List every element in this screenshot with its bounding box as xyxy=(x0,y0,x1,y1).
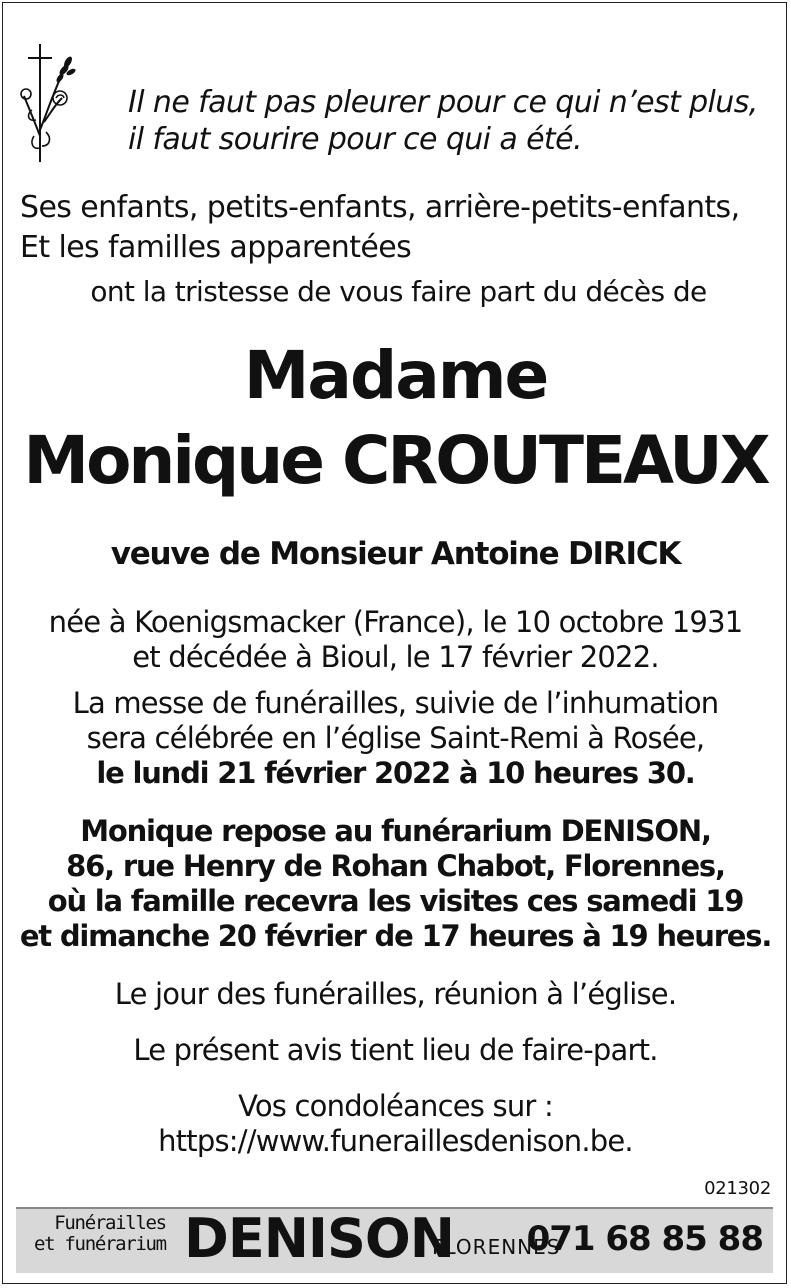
funeral-home-phone[interactable]: 071 68 85 88 xyxy=(526,1219,763,1259)
meeting-info: Le jour des funérailles, réunion à l’église. xyxy=(114,977,677,1011)
condolences-label: Vos condoléances sur : xyxy=(238,1089,553,1123)
footer-line-2: et funérarium xyxy=(34,1233,166,1255)
condolences-info xyxy=(0,1089,791,1159)
funeral-home-brand: DENISON xyxy=(184,1207,454,1270)
widow-of-text: veuve de Monsieur Antoine DIRICK xyxy=(110,536,681,572)
rest-line-4: et dimanche 20 février de 17 heures à 19 heures. xyxy=(19,919,772,953)
family-mention xyxy=(20,188,740,268)
family-line-1: Ses enfants, petits-enfants, arrière-petits-enfants, xyxy=(20,190,740,225)
quote-line-2: il faut sourire pour ce qui a été. xyxy=(128,122,582,157)
deceased-name: Monique CROUTEAUX xyxy=(23,422,768,499)
funeral-home-type xyxy=(34,1213,166,1255)
funeral-mass-info xyxy=(0,686,791,791)
announcement-text: ont la tristesse de vous faire part du décès de xyxy=(90,275,707,308)
funeral-home-banner xyxy=(16,1207,773,1273)
funeral-line-2: sera célébrée en l’église Saint-Remi à Rosée, xyxy=(86,721,705,755)
visitation-info xyxy=(0,814,791,954)
quote-line-1: Il ne faut pas pleurer pour ce qui n’est plus, xyxy=(128,85,758,120)
rest-line-2: 86, rue Henry de Rohan Chabot, Florennes, xyxy=(66,849,725,883)
rest-line-1: Monique repose au funérarium DENISON, xyxy=(80,814,711,848)
death-line: et décédée à Bioul, le 17 février 2022. xyxy=(132,640,659,674)
notice-text: Le présent avis tient lieu de faire-part. xyxy=(133,1033,658,1067)
funeral-home-city: FLORENNES xyxy=(432,1235,561,1259)
funeral-line-1: La messe de funérailles, suivie de l’inhumation xyxy=(72,686,719,720)
rest-line-3: où la famille recevra les visites ces samedi 19 xyxy=(47,884,744,918)
epitaph-quote xyxy=(128,84,778,158)
birth-line: née à Koenigsmacker (France), le 10 octobre 1931 xyxy=(48,605,743,639)
cross-with-flowers-icon xyxy=(20,40,76,164)
reference-number: 021302 xyxy=(704,1178,771,1199)
footer-line-1: Funérailles xyxy=(54,1212,166,1234)
funeral-date: le lundi 21 février 2022 à 10 heures 30. xyxy=(96,756,695,790)
condolences-link[interactable]: https://www.funeraillesdenison.be. xyxy=(158,1124,633,1158)
deceased-title: Madame xyxy=(243,337,548,414)
birth-death-info xyxy=(0,605,791,675)
family-line-2: Et les familles apparentées xyxy=(20,230,412,265)
